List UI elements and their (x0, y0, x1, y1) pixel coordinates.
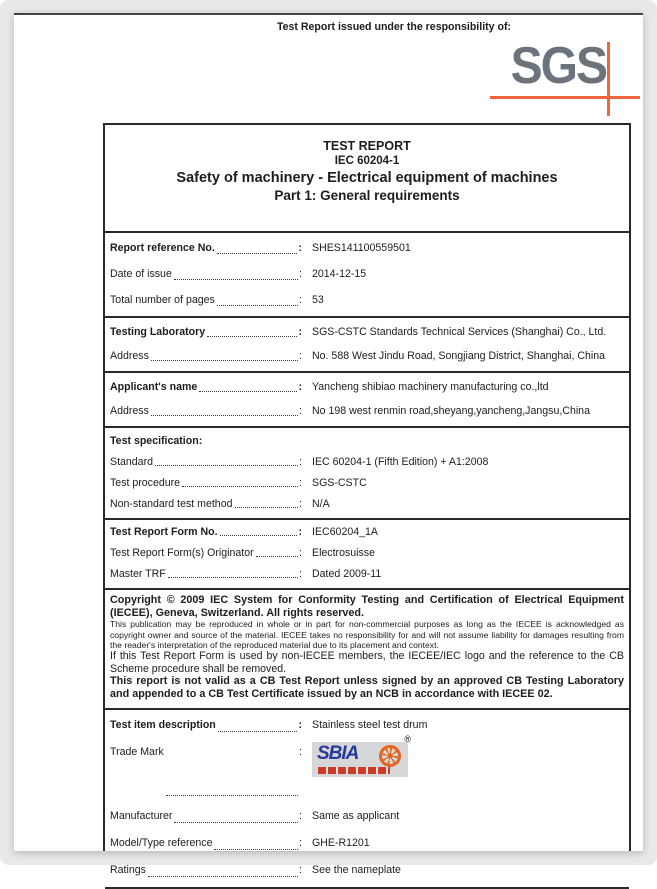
field-value: See the nameplate (312, 864, 401, 877)
field-value: Dated 2009-11 (312, 568, 382, 581)
field-label-text: Testing Laboratory (110, 326, 206, 339)
field-value: 2014-12-15 (312, 268, 367, 281)
field-value: SGS-CSTC Standards Technical Services (Shanghai) Co., Ltd. (312, 326, 607, 339)
field-label (110, 564, 302, 585)
dotted-leader (216, 712, 299, 739)
field-label-text: Total number of pages (110, 294, 215, 307)
field-label-text: Manufacturer (110, 810, 173, 823)
dotted-leader (172, 261, 299, 287)
dotted-leader (149, 344, 299, 368)
field-row (105, 452, 629, 473)
field-row (105, 522, 629, 543)
field-value: Stainless steel test drum (312, 719, 428, 732)
field-label (110, 803, 302, 830)
copyright-paragraph: This report is not valid as a CB Test Report unless signed by an approved CB Testing Laboratory and appended to a CB Test Certificate issued by an NCB in accordance with IECEE 02. (110, 674, 624, 700)
title-block (105, 125, 629, 233)
field-value: N/A (312, 498, 330, 511)
field-label (110, 261, 302, 287)
field-label-text: Test Report Form No. (110, 526, 218, 539)
copyright-paragraph: This publication may be reproduced in whole or in part for non-commercial purposes as long as the IECEE is acknowledged as copyright owner and source of the material. IECEE takes no responsibility for and will not assume liability for damages resulting from the reader's interpretation of the reproduced material due to its placement and context. (110, 619, 624, 651)
dotted-leader (205, 320, 298, 344)
trademark-text: SBIA (317, 743, 359, 765)
field-value: IEC 60204-1 (Fifth Edition) + A1:2008 (312, 456, 489, 469)
field-row (105, 375, 629, 399)
field-label-text: Applicant's name (110, 381, 198, 394)
field-label (110, 287, 302, 313)
field-row (105, 494, 629, 515)
dotted-leader (164, 739, 299, 803)
document-page (14, 13, 643, 877)
field-label (110, 522, 302, 543)
field-label-text: Test Report Form(s) Originator (110, 547, 254, 560)
title-line: TEST REPORT (323, 139, 411, 153)
dotted-leader (218, 522, 299, 543)
field-label-text: Non-standard test method (110, 498, 233, 511)
field-row (105, 287, 629, 313)
sgs-logo-vertical-line (607, 42, 610, 116)
field-label-text: Model/Type reference (110, 837, 213, 850)
section-report-info (105, 233, 629, 318)
copyright-paragraph: Copyright © 2009 IEC System for Conformity Testing and Certification of Electrical Equipment (IECEE), Geneva, Switzerland. All rights reserved. (110, 594, 624, 619)
dotted-leader (172, 803, 299, 830)
section-test-specification (105, 428, 629, 520)
field-row (105, 320, 629, 344)
field-row (105, 261, 629, 287)
field-value: SGS-CSTC (312, 477, 367, 490)
field-row (105, 712, 629, 739)
section-test-item (105, 710, 629, 889)
field-label (110, 375, 302, 399)
section-header: Test specification: (110, 435, 203, 448)
dotted-leader (215, 235, 299, 261)
trademark-box (312, 742, 408, 777)
field-row (105, 399, 629, 423)
table-sections (105, 233, 629, 889)
field-label (110, 399, 302, 423)
dotted-leader (197, 375, 298, 399)
section-test-report-form (105, 520, 629, 590)
field-label-text: Address (110, 350, 149, 363)
dotted-leader (215, 287, 299, 313)
field-row (105, 803, 629, 830)
field-row (105, 564, 629, 585)
field-value: SHES141100559501 (312, 242, 411, 255)
field-label-text: Address (110, 405, 149, 418)
title-line: Safety of machinery - Electrical equipment of machines (176, 169, 558, 186)
dotted-leader (180, 473, 299, 494)
section-testing-laboratory (105, 318, 629, 373)
section-applicant (105, 373, 629, 428)
dotted-leader (233, 494, 300, 515)
field-label (110, 494, 302, 515)
field-row (105, 235, 629, 261)
report-table (103, 123, 631, 877)
field-label-text: Test item description (110, 719, 216, 732)
field-value: IEC60204_1A (312, 526, 378, 539)
field-label (110, 712, 302, 739)
field-label (110, 473, 302, 494)
field-label-text: Trade Mark (110, 746, 164, 759)
field-value: 53 (312, 294, 324, 307)
dotted-leader (212, 830, 299, 857)
field-label (110, 452, 302, 473)
field-label (110, 320, 302, 344)
field-value (312, 734, 629, 803)
field-label (110, 344, 302, 368)
section-copyright-notice (105, 590, 629, 710)
field-row (105, 344, 629, 368)
field-value: No 198 west renmin road,sheyang,yancheng,Jangsu,China (312, 405, 590, 418)
field-value: Electrosuisse (312, 547, 375, 560)
field-row (105, 734, 629, 803)
field-label-text: Date of issue (110, 268, 172, 281)
dotted-leader (149, 399, 299, 423)
field-row (105, 830, 629, 857)
sgs-logo (490, 37, 640, 130)
field-row (105, 473, 629, 494)
field-label-text: Test procedure (110, 477, 181, 490)
sgs-logo-text: SGS (510, 37, 606, 95)
field-value: No. 588 West Jindu Road, Songjiang District, Shanghai, China (312, 350, 606, 363)
field-row (105, 543, 629, 564)
header-note: Test Report issued under the responsibility of: (276, 21, 512, 33)
field-label (110, 739, 302, 803)
field-label (110, 830, 302, 857)
trademark-logo (312, 734, 411, 777)
field-label (110, 543, 302, 564)
title-line: IEC 60204-1 (334, 155, 400, 168)
dotted-leader (254, 543, 299, 564)
sgs-logo-horizontal-line (490, 96, 640, 99)
field-label (110, 235, 302, 261)
field-label-text: Master TRF (110, 568, 166, 581)
dotted-leader (146, 857, 299, 884)
field-label-text: Ratings (110, 864, 146, 877)
trademark-strip (318, 767, 390, 774)
registered-trademark-icon: ® (404, 734, 411, 745)
field-value: Yancheng shibiao machinery manufacturing co.,ltd (312, 381, 549, 394)
copyright-paragraph: If this Test Report Form is used by non-IECEE members, the IECEE/IEC logo and the reference to the CB Scheme procedure shall be removed. (110, 650, 624, 675)
dotted-leader (153, 452, 299, 473)
dotted-leader (166, 564, 299, 585)
wheel-icon (379, 745, 401, 767)
field-row (105, 857, 629, 884)
field-label-text: Standard (110, 456, 153, 469)
title-line: Part 1: General requirements (274, 188, 460, 204)
field-value: Same as applicant (312, 810, 400, 823)
field-label-text: Report reference No. (110, 242, 215, 255)
field-value: GHE-R1201 (312, 837, 370, 850)
field-label (110, 857, 302, 884)
